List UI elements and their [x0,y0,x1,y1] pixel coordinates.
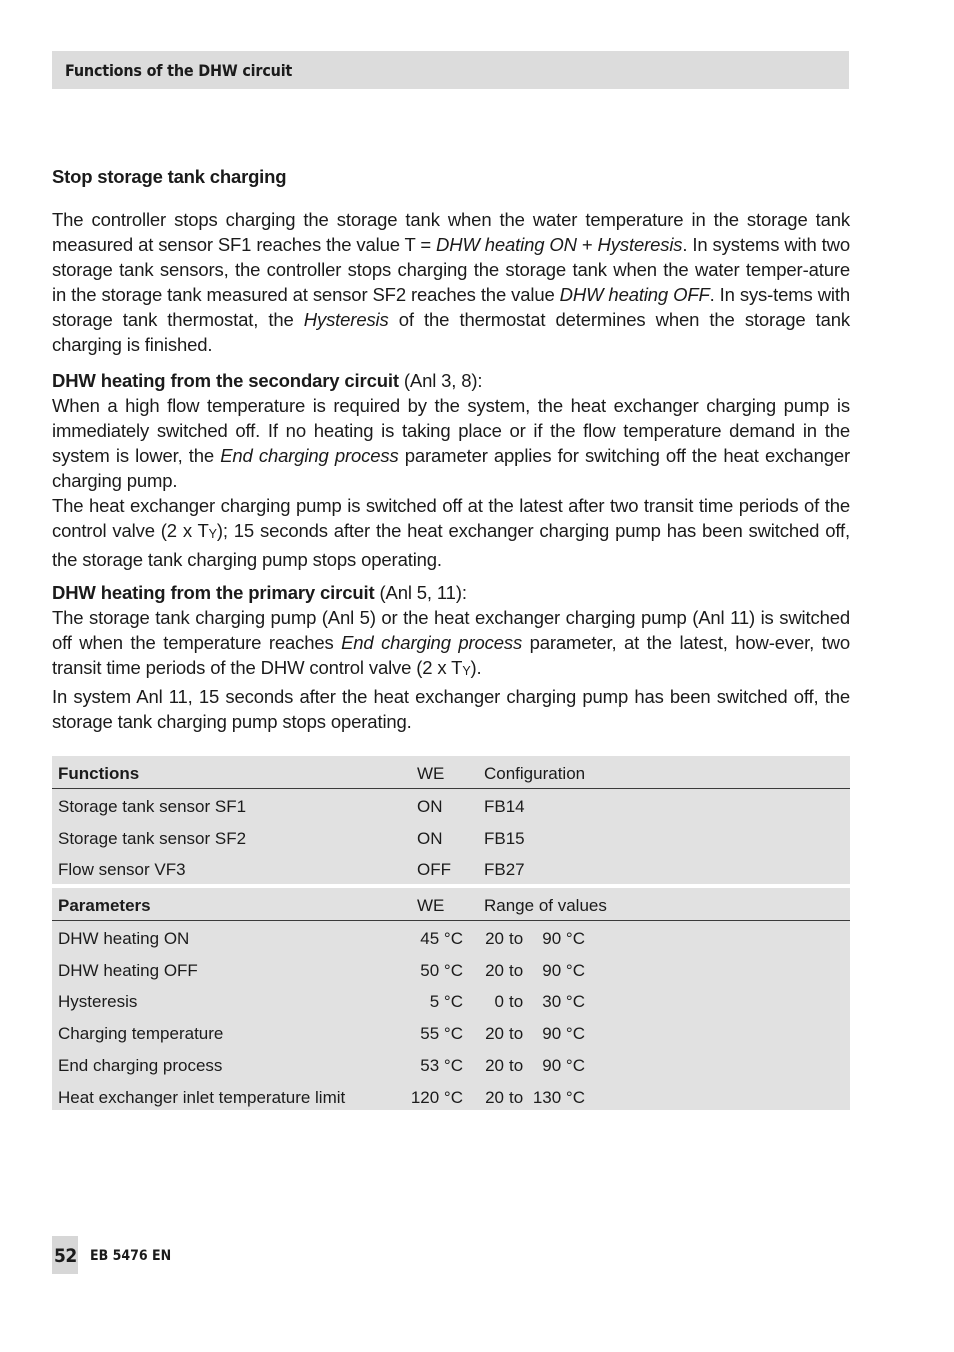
table-row [52,852,850,884]
table-row [52,1016,850,1048]
text-run: parameter applies for switching off the heat exchanger charging pump. [52,445,850,491]
table-header-row [52,756,850,789]
range-to: to [509,1088,524,1107]
parameter-name: Heat exchanger inlet temperature limit [58,1088,346,1107]
text-run: + [576,234,598,255]
range-from: 20 [485,929,504,948]
range-upto: 90 °C [542,961,585,980]
subheading: DHW heating from the primary circuit [52,582,375,603]
text-run: The controller stops charging the storage tank when the water temperature in the storage tank measured at sensor SF1 reaches the value T = [52,209,850,255]
text-run-italic: Hysteresis [597,234,683,255]
paragraph-text [52,684,850,734]
paragraph-text [52,493,850,572]
text-run: (Anl 5, 11): [374,582,467,603]
table-row [52,789,850,821]
function-name: Flow sensor VF3 [58,860,186,879]
section-title: Stop storage tank charging [52,166,287,187]
range-to: to [509,992,524,1011]
text-run: . In systems with two storage tank sensors, the controller stops charging the storage tank when the water temper-ature in the storage tank measured at sensor SF2 reaches the value [52,234,850,305]
text-run: of the thermostat determines when the storage tank charging is finished. [52,309,850,355]
parameter-name: Charging temperature [58,1024,224,1043]
table-header-row [52,888,850,921]
range-upto: 90 °C [542,1056,585,1075]
function-config: FB14 [484,797,525,816]
text-run-italic: End charging process [341,632,523,653]
page-header [52,51,849,89]
header-functions: Functions [58,764,140,783]
subheading: DHW heating from the secondary circuit [52,370,399,391]
header-we: WE [417,764,445,783]
range-from: 20 [485,1088,504,1107]
text-run: The heat exchanger charging pump is switched off at the latest after two transit time periods of the control valve (2 x T [52,495,850,541]
text-run: . In sys-tems with storage tank thermostat, the [52,284,850,330]
functions-table [52,756,850,884]
function-config: FB27 [484,860,525,879]
function-name: Storage tank sensor SF2 [58,829,247,848]
subscript: Y [208,527,217,541]
table-row [52,953,850,985]
range-to: to [509,1056,524,1075]
parameter-we: 55 °C [420,1024,463,1043]
text-run: (Anl 3, 8): [398,370,483,391]
function-we: OFF [417,860,451,879]
text-run: When a high flow temperature is required by the system, the heat exchanger charging pump is immediately switched off. If no heating is taking place or if the flow temperature demand in the system is lower, the [52,395,850,466]
table-row [52,1080,850,1112]
header-configuration: Configuration [484,764,586,783]
paragraph-text [52,207,850,357]
text-run-italic: DHW heating ON [436,234,577,255]
paragraph-text [52,368,850,493]
function-config: FB15 [484,829,525,848]
function-we: ON [417,829,443,848]
text-run: parameter, at the latest, how-ever, two transit time periods of the DHW control valve (2 x T [52,632,850,678]
range-from: 20 [485,1056,504,1075]
parameter-we: 120 °C [410,1088,463,1107]
table-row [52,1048,850,1080]
text-run-italic: Hysteresis [303,309,389,330]
range-to: to [509,961,524,980]
range-upto: 90 °C [542,1024,585,1043]
parameter-name: DHW heating ON [58,929,190,948]
function-name: Storage tank sensor SF1 [58,797,247,816]
parameters-table [52,888,850,1110]
parameter-name: Hysteresis [58,992,138,1011]
function-we: ON [417,797,443,816]
text-run: ). [470,657,482,678]
parameter-we: 50 °C [420,961,463,980]
range-upto: 30 °C [542,992,585,1011]
range-to: to [509,1024,524,1043]
text-run: ); 15 seconds after the heat exchanger charging pump has been switched off, the storage tank charging pump stops operating. [52,520,850,570]
subscript: Y [462,664,471,678]
range-from: 20 [485,961,504,980]
range-from: 20 [485,1024,504,1043]
text-run: The storage tank charging pump (Anl 5) or the heat exchanger charging pump (Anl 11) is switched off when the temperature reaches [52,607,850,653]
parameter-name: End charging process [58,1056,223,1075]
text-run: In system Anl 11, 15 seconds after the heat exchanger charging pump has been switched off, the storage tank charging pump stops operating. [52,686,850,732]
paragraph-stop-charging [52,207,850,357]
range-from: 0 [494,992,504,1011]
range-upto: 90 °C [542,929,585,948]
header-range: Range of values [484,896,607,915]
table-row [52,821,850,853]
page-number: 52 [54,1245,77,1267]
paragraph-secondary-circuit [52,368,850,572]
paragraph-text [52,580,850,684]
paragraph-primary-circuit [52,580,850,734]
page-number-box [52,1236,78,1274]
document-code: EB 5476 EN [90,1248,172,1264]
parameter-we: 45 °C [420,929,463,948]
table-row [52,921,850,953]
text-run-italic: End charging process [220,445,399,466]
parameter-name: DHW heating OFF [58,961,198,980]
range-upto: 130 °C [532,1088,585,1107]
text-run-italic: DHW heating OFF [559,284,710,305]
range-to: to [509,929,524,948]
parameter-we: 5 °C [429,992,463,1011]
table-row [52,984,850,1016]
header-title: Functions of the DHW circuit [65,61,293,80]
header-parameters: Parameters [58,896,151,915]
parameter-we: 53 °C [420,1056,463,1075]
header-we: WE [417,896,445,915]
